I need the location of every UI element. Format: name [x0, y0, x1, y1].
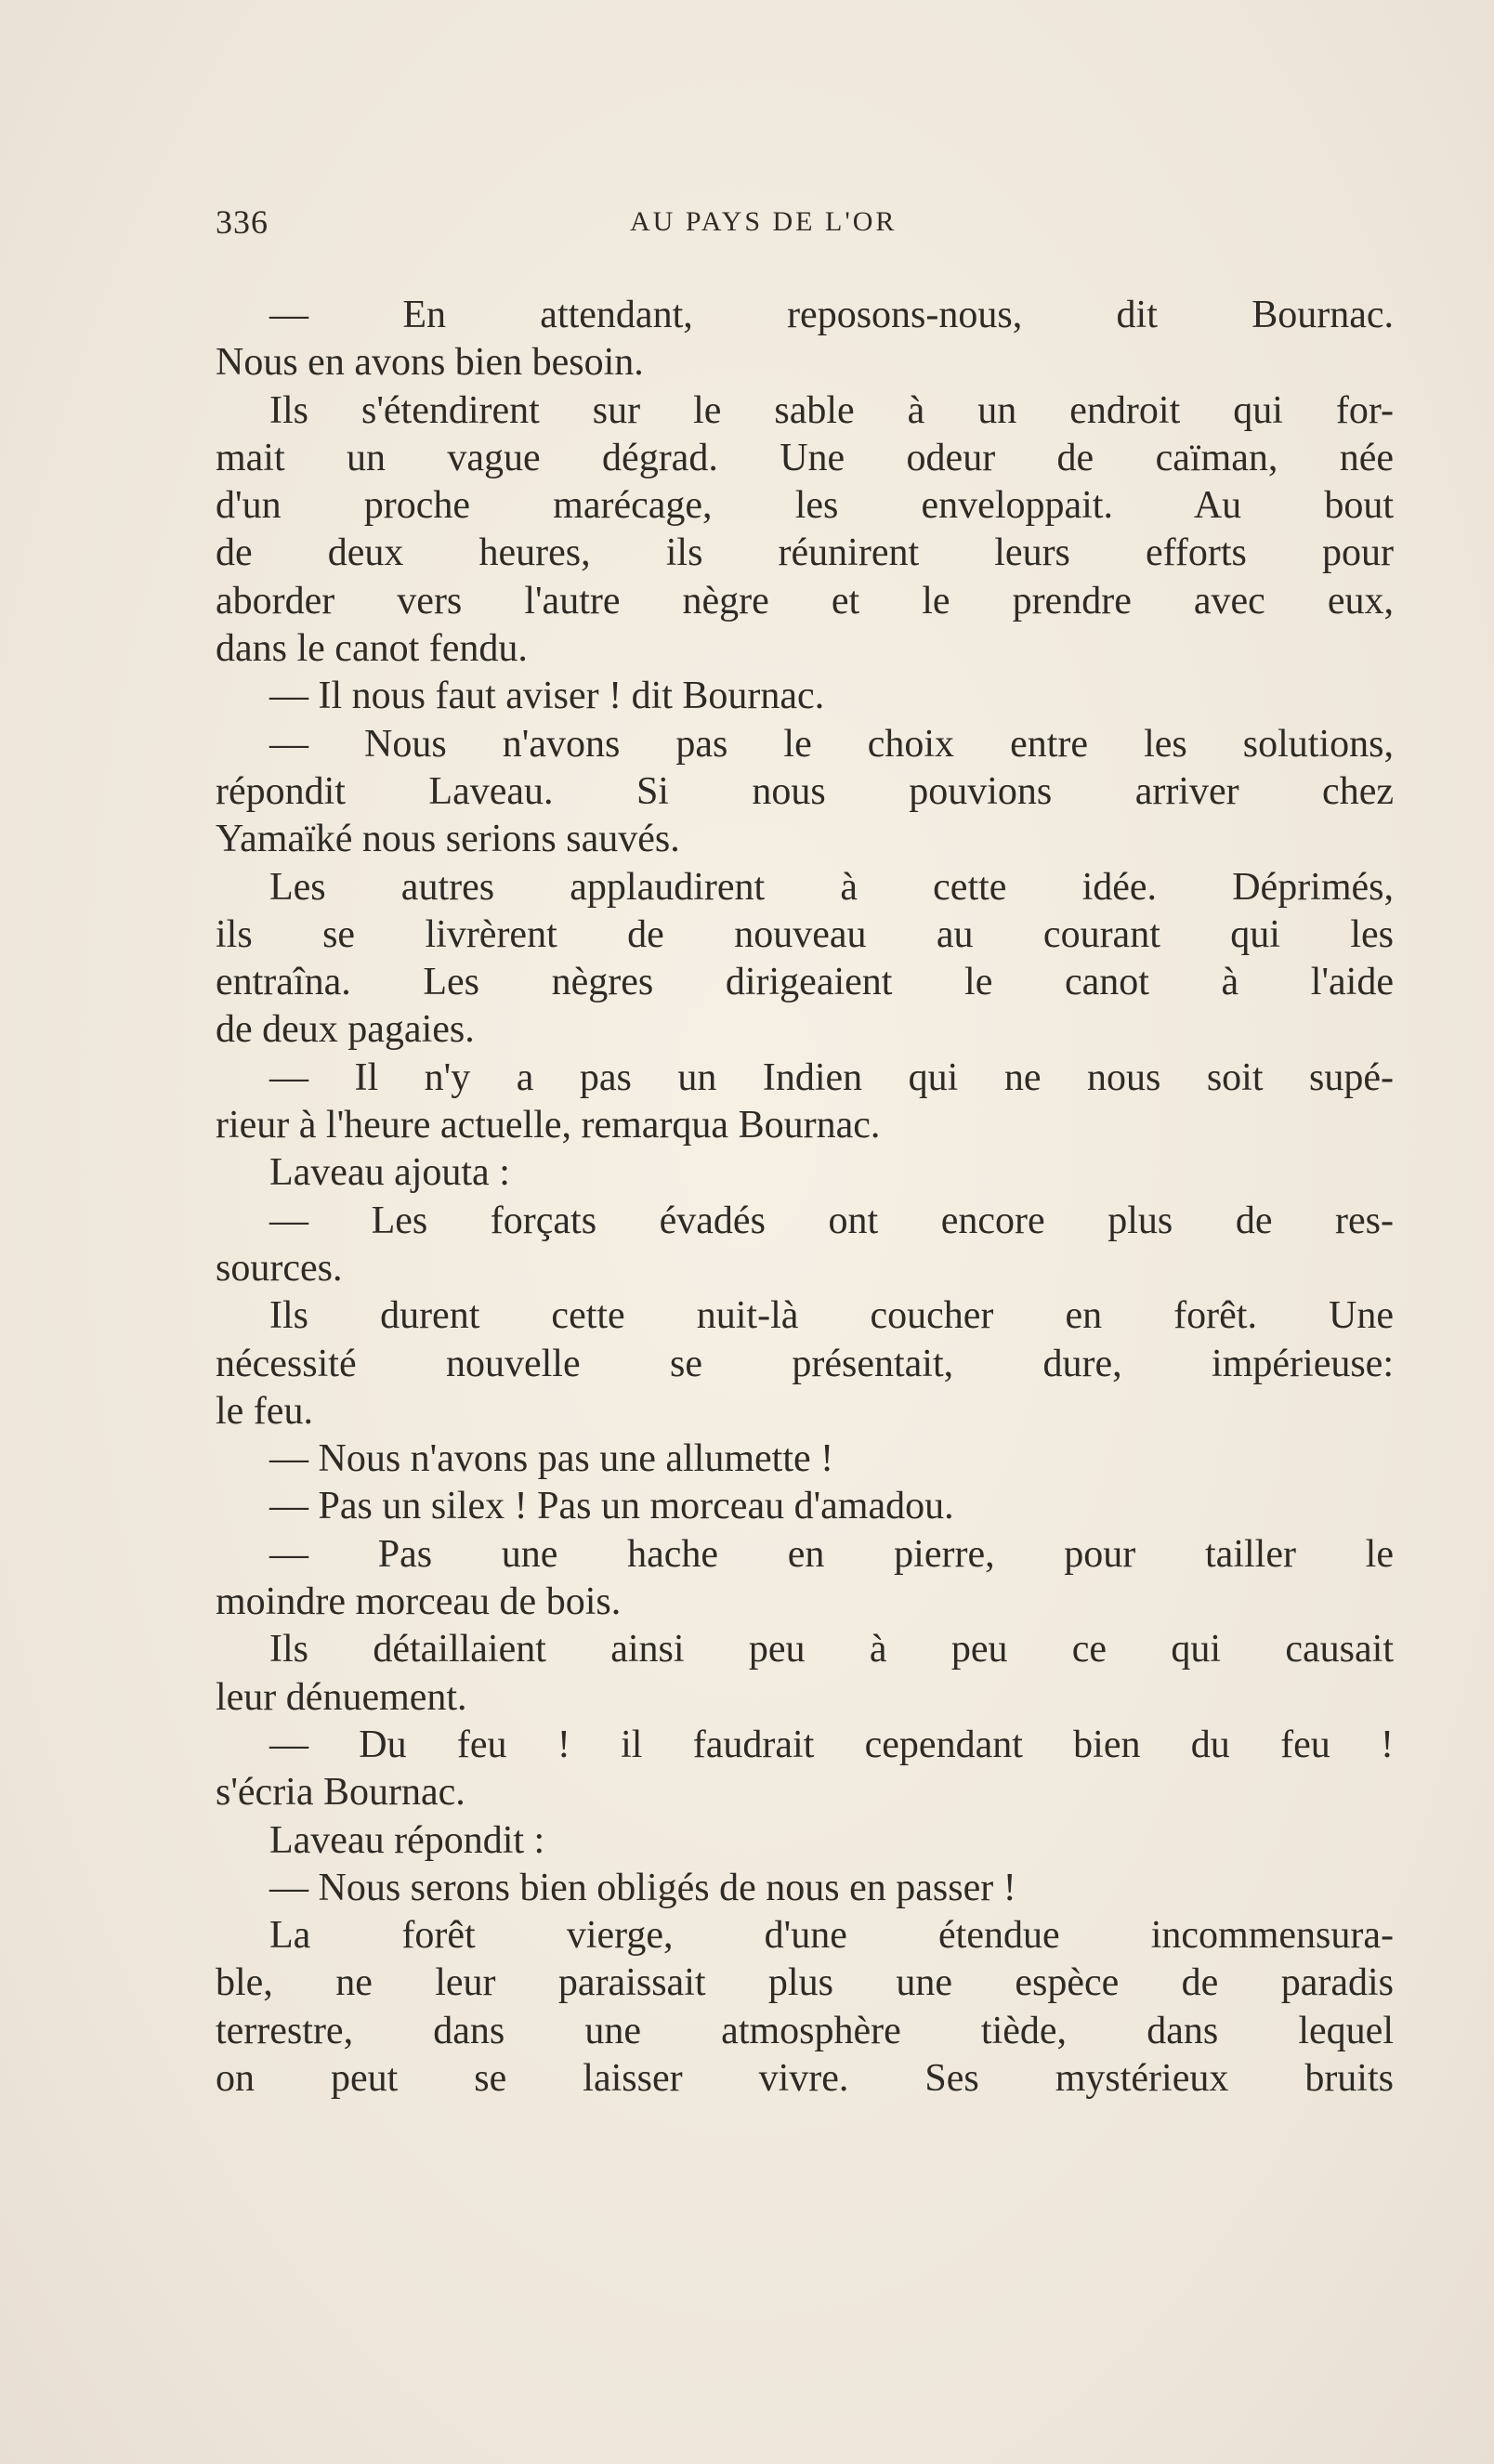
text-line: dans le canot fendu.	[216, 627, 528, 671]
running-head	[216, 203, 1396, 249]
text-line: de deux heures, ils réunirent leurs efforts pour	[216, 531, 1394, 575]
text-line: de deux pagaies.	[216, 1008, 475, 1052]
text-line: — Nous n'avons pas le choix entre les solutions,	[269, 722, 1394, 766]
text-line: Ils détaillaient ainsi peu à peu ce qui causait	[269, 1628, 1394, 1671]
text-line: Yamaïké nous serions sauvés.	[216, 818, 680, 861]
text-line: d'un proche marécage, les enveloppait. Au bout	[216, 484, 1394, 528]
text-line: — Du feu ! il faudrait cependant bien du feu !	[269, 1723, 1394, 1766]
text-line: on peut se laisser vivre. Ses mystérieux bruits	[216, 2056, 1394, 2100]
text-line: sources.	[216, 1246, 343, 1290]
text-line: La forêt vierge, d'une étendue incommensura-	[269, 1914, 1394, 1958]
text-line: aborder vers l'autre nègre et le prendre avec eux,	[216, 579, 1394, 623]
text-line: leur dénuement.	[216, 1675, 467, 1719]
text-line: terrestre, dans une atmosphère tiède, dans lequel	[216, 2009, 1394, 2052]
text-line: nécessité nouvelle se présentait, dure, impérieuse:	[216, 1342, 1394, 1385]
text-line: — En attendant, reposons-nous, dit Bournac.	[269, 294, 1394, 336]
text-line: Laveau ajouta :	[269, 1151, 510, 1195]
text-line: Nous en avons bien besoin.	[216, 341, 644, 385]
text-line: — Pas un silex ! Pas un morceau d'amadou.	[269, 1485, 954, 1528]
text-line: entraîna. Les nègres dirigeaient le canot à l'aide	[216, 961, 1394, 1004]
text-line: s'écria Bournac.	[216, 1771, 465, 1815]
text-line: Laveau répondit :	[269, 1818, 545, 1862]
text-line: — Nous n'avons pas une allumette !	[269, 1437, 834, 1481]
text-line: rieur à l'heure actuelle, remarqua Bournac.	[216, 1104, 881, 1147]
page-number: 336	[216, 203, 269, 241]
text-line: Les autres applaudirent à cette idée. Déprimés,	[269, 865, 1394, 909]
text-line: ils se livrèrent de nouveau au courant qui les	[216, 912, 1394, 956]
text-line: répondit Laveau. Si nous pouvions arriver chez	[216, 769, 1394, 813]
text-line: Ils durent cette nuit-là coucher en forêt. Une	[269, 1294, 1394, 1338]
body-text	[216, 292, 1394, 2103]
text-line: Ils s'étendirent sur le sable à un endroit qui for-	[269, 388, 1394, 432]
text-line: le feu.	[216, 1389, 313, 1433]
text-line: — Il nous faut aviser ! dit Bournac.	[269, 675, 825, 718]
text-line: — Pas une hache en pierre, pour tailler le	[269, 1532, 1394, 1576]
text-line: moindre morceau de bois.	[216, 1580, 622, 1624]
running-title: AU PAYS DE L'OR	[630, 206, 898, 237]
text-line: mait un vague dégrad. Une odeur de caïman, née	[216, 436, 1394, 479]
text-line: — Il n'y a pas un Indien qui ne nous soit supé-	[269, 1055, 1394, 1099]
text-line: — Nous serons bien obligés de nous en passer !	[269, 1866, 1016, 1909]
text-line: ble, ne leur paraissait plus une espèce de paradis	[216, 1961, 1394, 2005]
text-line: — Les forçats évadés ont encore plus de res-	[269, 1199, 1394, 1242]
